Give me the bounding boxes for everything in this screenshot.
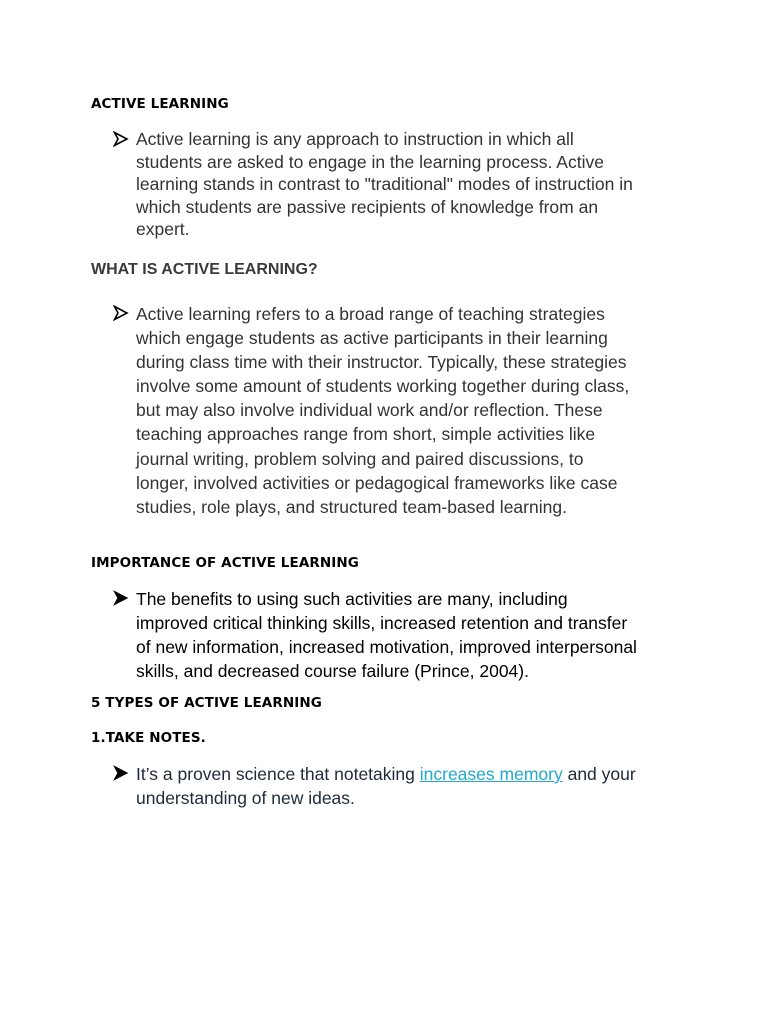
paragraph-line: studies, role plays, and structured team-based learning. — [136, 496, 567, 517]
paragraph-line: Active learning refers to a broad range of teaching strategies — [136, 304, 605, 324]
paragraph-line: longer, involved activities or pedagogical frameworks like case — [136, 472, 618, 493]
paragraph-line: involve some amount of students working together during class, — [136, 376, 630, 397]
text-segment: It’s a proven science that notetaking — [136, 764, 420, 784]
paragraph-what-is — [136, 302, 629, 519]
paragraph-active-learning — [136, 128, 633, 241]
paragraph-line — [136, 762, 636, 786]
paragraph-line: which students are passive recipients of knowledge from an — [136, 196, 599, 217]
paragraph-line: teaching approaches range from short, simple activities like — [136, 424, 596, 445]
heading-five-types: 5 TYPES OF ACTIVE LEARNING — [91, 695, 322, 711]
heading-importance: IMPORTANCE OF ACTIVE LEARNING — [91, 555, 359, 571]
arrowhead-bullet-icon — [113, 590, 135, 606]
paragraph-line: improved critical thinking skills, increased retention and transfer — [136, 613, 628, 633]
paragraph-line: during class time with their instructor. Typically, these strategies — [136, 352, 627, 373]
arrowhead-bullet-icon — [113, 131, 135, 147]
paragraph-line: learning stands in contrast to "traditional" modes of instruction in — [136, 174, 633, 195]
paragraph-line: which engage students as active participants in their learning — [136, 328, 608, 349]
paragraph-importance — [136, 587, 637, 683]
heading-active-learning: ACTIVE LEARNING — [91, 96, 229, 112]
arrowhead-bullet-icon — [113, 765, 135, 781]
subheading-take-notes: 1.TAKE NOTES. — [91, 730, 206, 746]
paragraph-line: understanding of new ideas. — [136, 788, 355, 808]
paragraph-take-notes — [136, 762, 636, 810]
paragraph-line: students are asked to engage in the learning process. Active — [136, 151, 604, 172]
paragraph-line: The benefits to using such activities are many, including — [136, 589, 568, 609]
arrowhead-bullet-icon — [113, 305, 135, 321]
paragraph-line: but may also involve individual work and/or reflection. These — [136, 400, 603, 421]
text-segment: and your — [562, 764, 636, 784]
paragraph-line: of new information, increased motivation, improved interpersonal — [136, 637, 637, 657]
paragraph-line: Active learning is any approach to instruction in which all — [136, 129, 574, 149]
increases-memory-link[interactable]: increases memory — [419, 764, 563, 784]
paragraph-line: skills, and decreased course failure (Prince, 2004). — [136, 661, 529, 681]
heading-what-is-active-learning: WHAT IS ACTIVE LEARNING? — [91, 261, 318, 278]
paragraph-line: expert. — [136, 219, 190, 240]
paragraph-line: journal writing, problem solving and paired discussions, to — [136, 448, 584, 469]
